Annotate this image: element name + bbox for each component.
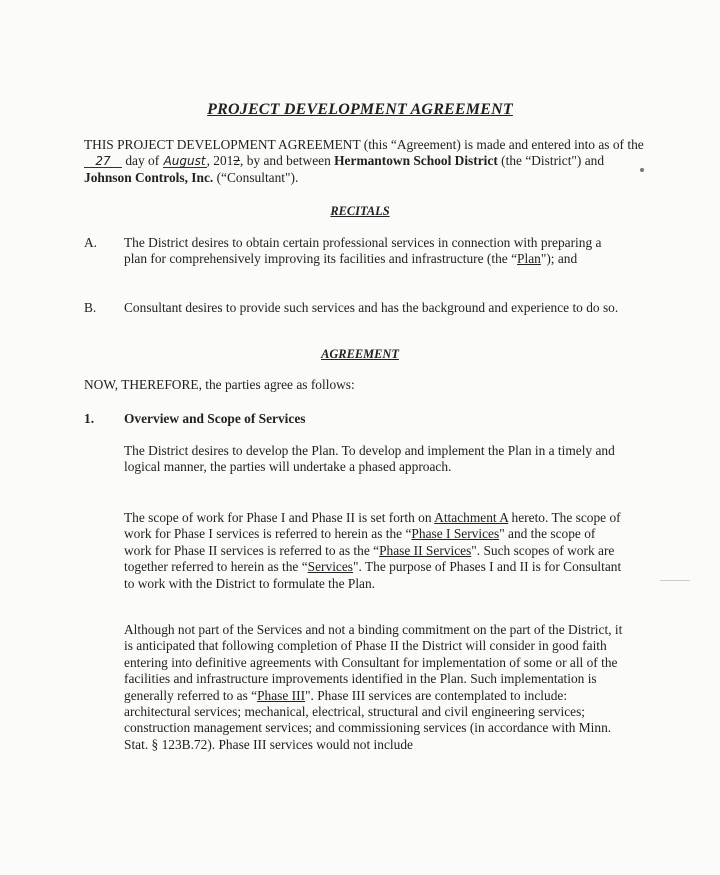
intro-text-4: , by and between — [240, 153, 331, 169]
day-field: 27 — [84, 155, 122, 168]
party-consultant: Johnson Controls, Inc. — [84, 169, 214, 185]
month-field: August — [163, 154, 206, 169]
recital-marker: A. — [84, 235, 98, 250]
phase-3-term: Phase III — [257, 687, 306, 703]
agreement-heading: AGREEMENT — [321, 347, 399, 361]
section-title: Overview and Scope of Services — [124, 411, 306, 426]
recital-text: The District desires to obtain certain professional services in connection with preparing a plan for comprehensively improving its facilities and infrastructure (the “Plan"); and — [124, 235, 602, 267]
intro-text-1: THIS PROJECT DEVELOPMENT AGREEMENT (this “Agreement) is made and entered into as of the — [84, 137, 644, 152]
scan-mark — [660, 580, 690, 581]
intro-paragraph — [84, 137, 644, 186]
phase-1-services-term: Phase I Services — [411, 526, 500, 542]
year-digit-struck: 2 — [233, 153, 241, 169]
intro-text-3: , 201 — [206, 153, 234, 169]
paragraph-3: Although not part of the Services and not a binding commitment on the part of the District, it is anticipated that following completion of Phase II the District will consider in good faith entering into definitive agreements with Consultant for implementation of some or all of the facilities and infrastructure improvements identified in the Plan. Such implementation is generally referred to as “Phase III". Phase III services are contemplated to include: architectural services; mechanical, electrical, structural and civil engineering services; construction management services; and commissioning services (in accordance with Minn. Stat. § 123B.72). Phase III services would not include — [124, 622, 623, 752]
attachment-a-term: Attachment A — [434, 510, 509, 525]
recital-b — [84, 300, 644, 316]
paragraph-1: The District desires to develop the Plan. To develop and implement the Plan in a timely and logical manner, the parties will undertake a phased approach. — [124, 443, 615, 475]
document-title: PROJECT DEVELOPMENT AGREEMENT — [207, 101, 513, 118]
party-district: Hermantown School District — [334, 153, 498, 169]
recital-marker: B. — [84, 300, 97, 315]
intro-text-2: day of — [125, 153, 160, 169]
intro-text-6: (“Consultant"). — [216, 169, 299, 185]
section-number: 1. — [84, 411, 95, 426]
agreement-lead: NOW, THEREFORE, the parties agree as follows: — [84, 377, 355, 392]
scan-speck — [640, 168, 644, 172]
phase-2-services-term: Phase II Services — [379, 542, 472, 558]
defined-term-plan: Plan — [517, 251, 541, 267]
paragraph-2: The scope of work for Phase I and Phase II is set forth on Attachment A hereto. The scope of work for Phase I services is referred to herein as the “Phase I Services" and the scope of work for Phase II services is referred to as the “Phase II Services". Such scopes of work are together referred to herein as the “Services". The purpose of Phases I and II is for Consultant to work with the District to formulate the Plan. — [124, 510, 622, 591]
recital-a — [84, 235, 644, 268]
recitals-heading: RECITALS — [330, 204, 390, 218]
intro-text-5: (the “District") and — [501, 153, 605, 169]
section-1-heading — [84, 411, 644, 427]
services-term: Services — [307, 559, 354, 575]
recital-text: Consultant desires to provide such services and has the background and experience to do so. — [124, 300, 619, 315]
